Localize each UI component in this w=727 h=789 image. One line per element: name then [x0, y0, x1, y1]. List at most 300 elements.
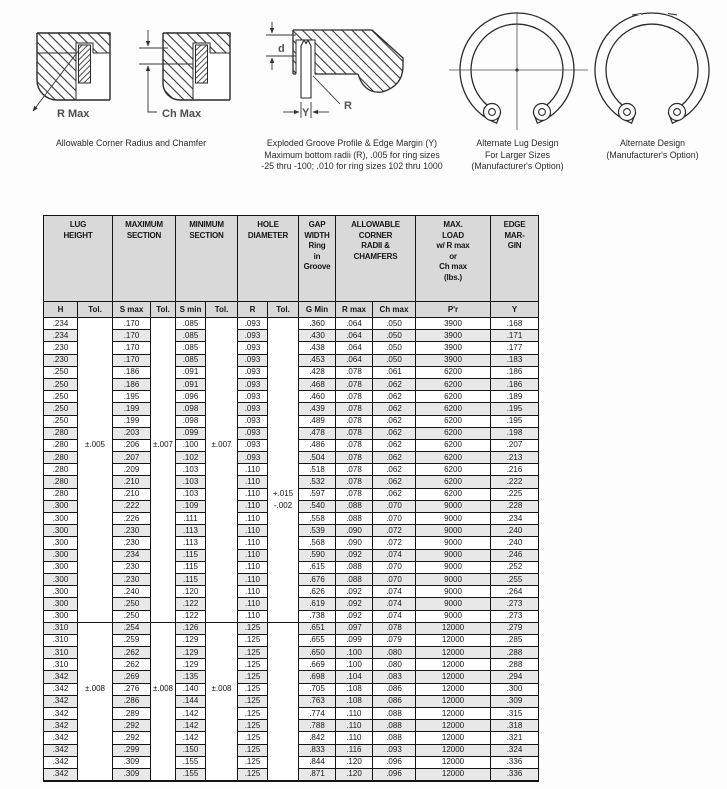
- table-row: [44, 671, 539, 683]
- table-row: [44, 683, 539, 695]
- cell-ch_max: .070: [373, 573, 416, 585]
- chamfer-diagram: [139, 30, 230, 120]
- cell-ch_max: .061: [373, 366, 416, 378]
- cell-pr: 12000: [416, 768, 491, 780]
- tolerance-spacer: [206, 549, 238, 561]
- corner-radius-diagram: [33, 33, 110, 120]
- cell-r_max: .064: [336, 318, 373, 330]
- tolerance-spacer: [78, 586, 113, 598]
- cell-s_max: .254: [113, 622, 151, 634]
- cell-h: .310: [44, 622, 78, 634]
- tolerance-spacer: [78, 452, 113, 464]
- cell-h: .342: [44, 768, 78, 780]
- cell-ch_max: .072: [373, 537, 416, 549]
- cell-s_min: .085: [176, 354, 206, 366]
- cell-r_max: .078: [336, 439, 373, 451]
- table-row: [44, 378, 539, 390]
- tolerance-spacer: [206, 366, 238, 378]
- tolerance-spacer: [151, 634, 176, 646]
- cell-ch_max: .096: [373, 756, 416, 768]
- cell-h: .230: [44, 354, 78, 366]
- cell-pr: 12000: [416, 732, 491, 744]
- cell-r: .125: [238, 708, 268, 720]
- tolerance-spacer: [151, 342, 176, 354]
- cell-g_min: .597: [299, 488, 336, 500]
- cell-h: .300: [44, 500, 78, 512]
- cell-h: .280: [44, 488, 78, 500]
- cell-ch_max: .050: [373, 342, 416, 354]
- cell-h: .310: [44, 659, 78, 671]
- tolerance-spacer: [151, 695, 176, 707]
- tolerance-spacer: [151, 525, 176, 537]
- cell-h: .300: [44, 586, 78, 598]
- cell-g_min: .540: [299, 500, 336, 512]
- cell-s_min: .085: [176, 342, 206, 354]
- cell-s_min: .100: [176, 439, 206, 451]
- cell-r: .110: [238, 573, 268, 585]
- cell-s_max: .230: [113, 525, 151, 537]
- cell-r_max: .078: [336, 427, 373, 439]
- cell-y: .315: [491, 708, 539, 720]
- cell-r: .125: [238, 647, 268, 659]
- tolerance-spacer: [78, 695, 113, 707]
- table-row: [44, 659, 539, 671]
- tolerance-spacer: [78, 476, 113, 488]
- cell-g_min: .763: [299, 695, 336, 707]
- tolerance-spacer: [78, 513, 113, 525]
- cell-r_max: .078: [336, 464, 373, 476]
- cell-s_min: .109: [176, 500, 206, 512]
- cell-ch_max: .074: [373, 598, 416, 610]
- cell-pr: 3900: [416, 330, 491, 342]
- tolerance-spacer: [206, 464, 238, 476]
- cell-s_max: .206: [113, 439, 151, 451]
- cell-r_max: .088: [336, 561, 373, 573]
- cell-r_max: .120: [336, 756, 373, 768]
- tolerance-spacer: [268, 537, 299, 549]
- cell-y: .225: [491, 488, 539, 500]
- subheader-5: Tol.: [206, 302, 238, 318]
- cell-h: .342: [44, 671, 78, 683]
- tolerance-spacer: [268, 318, 299, 330]
- cell-y: .228: [491, 500, 539, 512]
- cell-s_max: .250: [113, 610, 151, 622]
- subheader-4: S min: [176, 302, 206, 318]
- cell-ch_max: .093: [373, 744, 416, 756]
- cell-s_min: .144: [176, 695, 206, 707]
- table-row: [44, 756, 539, 768]
- cell-r_max: .092: [336, 610, 373, 622]
- cell-h: .310: [44, 634, 78, 646]
- cell-r: .093: [238, 439, 268, 451]
- cell-s_max: .276: [113, 683, 151, 695]
- cell-s_max: .309: [113, 756, 151, 768]
- cell-pr: 6200: [416, 378, 491, 390]
- cell-ch_max: .062: [373, 391, 416, 403]
- table-row: [44, 647, 539, 659]
- cell-s_max: .250: [113, 598, 151, 610]
- tolerance-spacer: [151, 586, 176, 598]
- tolerance-spacer: [151, 500, 176, 512]
- cell-y: .186: [491, 366, 539, 378]
- tolerance-spacer: [268, 634, 299, 646]
- cell-s_min: .091: [176, 378, 206, 390]
- cell-s_max: .210: [113, 476, 151, 488]
- cell-s_min: .129: [176, 659, 206, 671]
- table-row: [44, 500, 539, 512]
- cell-h: .280: [44, 464, 78, 476]
- tolerance-spacer: [206, 610, 238, 622]
- table-body: [44, 318, 539, 781]
- cell-y: .186: [491, 378, 539, 390]
- cell-r_max: .088: [336, 513, 373, 525]
- cell-pr: 12000: [416, 756, 491, 768]
- tolerance-spacer: [151, 549, 176, 561]
- tolerance-annotation: ±.007: [151, 439, 176, 451]
- tolerance-spacer: [206, 330, 238, 342]
- cell-r: .093: [238, 318, 268, 330]
- cell-g_min: .430: [299, 330, 336, 342]
- cell-r_max: .090: [336, 525, 373, 537]
- cell-s_max: .222: [113, 500, 151, 512]
- tolerance-spacer: [78, 318, 113, 330]
- tolerance-spacer: [151, 354, 176, 366]
- subheader-6: R: [238, 302, 268, 318]
- cell-s_min: .085: [176, 330, 206, 342]
- tolerance-spacer: [206, 318, 238, 330]
- subheader-0: H: [44, 302, 78, 318]
- column-group-max-load: MAX. LOAD w/ R max or Ch max (lbs.): [416, 216, 491, 302]
- cell-ch_max: .062: [373, 464, 416, 476]
- cell-g_min: .504: [299, 452, 336, 464]
- cell-r: .110: [238, 525, 268, 537]
- table-row: [44, 549, 539, 561]
- tolerance-spacer: [151, 708, 176, 720]
- cell-s_min: .122: [176, 610, 206, 622]
- tolerance-spacer: [268, 744, 299, 756]
- cell-r: .125: [238, 683, 268, 695]
- cell-ch_max: .062: [373, 476, 416, 488]
- cell-r_max: .088: [336, 573, 373, 585]
- cell-ch_max: .096: [373, 768, 416, 780]
- tolerance-spacer: [268, 768, 299, 780]
- cell-r_max: .104: [336, 671, 373, 683]
- cell-r: .093: [238, 366, 268, 378]
- cell-g_min: .590: [299, 549, 336, 561]
- cell-pr: 9000: [416, 586, 491, 598]
- cell-s_min: .142: [176, 720, 206, 732]
- ch-max-label: Ch Max: [162, 108, 202, 120]
- cell-ch_max: .070: [373, 500, 416, 512]
- tolerance-spacer: [151, 415, 176, 427]
- table-header: [44, 216, 539, 318]
- cell-r: .110: [238, 488, 268, 500]
- spec-table: [43, 215, 539, 782]
- cell-r: .093: [238, 354, 268, 366]
- tolerance-spacer: [206, 488, 238, 500]
- cell-s_max: .269: [113, 671, 151, 683]
- cell-pr: 12000: [416, 720, 491, 732]
- cell-s_max: .209: [113, 464, 151, 476]
- tolerance-spacer: [78, 378, 113, 390]
- cell-pr: 9000: [416, 549, 491, 561]
- cell-pr: 12000: [416, 671, 491, 683]
- tolerance-spacer: [268, 561, 299, 573]
- cell-y: .264: [491, 586, 539, 598]
- cell-g_min: .871: [299, 768, 336, 780]
- cell-r: .110: [238, 464, 268, 476]
- tolerance-spacer: [151, 427, 176, 439]
- y-label: Y: [302, 107, 310, 119]
- cell-y: .279: [491, 622, 539, 634]
- tolerance-spacer: [78, 756, 113, 768]
- tolerance-spacer: [268, 683, 299, 695]
- cell-y: .246: [491, 549, 539, 561]
- tolerance-spacer: [78, 708, 113, 720]
- caption-alternate-design: [580, 138, 725, 161]
- table-row: [44, 464, 539, 476]
- subheader-7: Tol.: [268, 302, 299, 318]
- cell-r: .093: [238, 342, 268, 354]
- cell-pr: 12000: [416, 744, 491, 756]
- tolerance-spacer: [206, 720, 238, 732]
- cell-s_max: .262: [113, 647, 151, 659]
- cell-ch_max: .062: [373, 439, 416, 451]
- cell-s_max: .203: [113, 427, 151, 439]
- cell-r_max: .092: [336, 598, 373, 610]
- table-row: [44, 732, 539, 744]
- tolerance-spacer: [206, 342, 238, 354]
- cell-pr: 6200: [416, 464, 491, 476]
- table-row: [44, 622, 539, 634]
- column-group-minimum-section: MINIMUM SECTION: [176, 216, 238, 302]
- groove-profile-diagram: [266, 22, 403, 119]
- tolerance-spacer: [206, 768, 238, 780]
- tolerance-spacer: [151, 378, 176, 390]
- cell-g_min: .428: [299, 366, 336, 378]
- cell-ch_max: .050: [373, 318, 416, 330]
- cell-ch_max: .088: [373, 732, 416, 744]
- cell-r_max: .100: [336, 647, 373, 659]
- tolerance-annotation: ±.008: [78, 683, 113, 695]
- cell-r_max: .092: [336, 549, 373, 561]
- cell-r: .093: [238, 415, 268, 427]
- cell-pr: 12000: [416, 683, 491, 695]
- tolerance-spacer: [206, 659, 238, 671]
- table-row: [44, 695, 539, 707]
- cell-y: .252: [491, 561, 539, 573]
- tolerance-spacer: [78, 354, 113, 366]
- cell-r: .125: [238, 671, 268, 683]
- cell-r: .110: [238, 537, 268, 549]
- cell-y: .294: [491, 671, 539, 683]
- cell-g_min: .774: [299, 708, 336, 720]
- cell-ch_max: .074: [373, 549, 416, 561]
- cell-g_min: .558: [299, 513, 336, 525]
- tolerance-spacer: [206, 622, 238, 634]
- cell-g_min: .619: [299, 598, 336, 610]
- table-row: [44, 439, 539, 451]
- tolerance-spacer: [151, 488, 176, 500]
- cell-pr: 12000: [416, 622, 491, 634]
- d-label: d: [278, 43, 285, 55]
- cell-r: .093: [238, 427, 268, 439]
- tolerance-spacer: [78, 427, 113, 439]
- tolerance-spacer: [78, 549, 113, 561]
- cell-r_max: .116: [336, 744, 373, 756]
- cell-r: .125: [238, 695, 268, 707]
- cell-r_max: .097: [336, 622, 373, 634]
- tolerance-spacer: [206, 525, 238, 537]
- tolerance-spacer: [206, 415, 238, 427]
- cell-pr: 6200: [416, 415, 491, 427]
- tolerance-spacer: [268, 415, 299, 427]
- subheader-12: Y: [491, 302, 539, 318]
- cell-r: .093: [238, 452, 268, 464]
- cell-s_min: .099: [176, 427, 206, 439]
- cell-y: .336: [491, 756, 539, 768]
- cell-r_max: .108: [336, 695, 373, 707]
- caption-line: Alternate Lug Design: [476, 138, 559, 148]
- cell-ch_max: .080: [373, 659, 416, 671]
- cell-r_max: .108: [336, 683, 373, 695]
- tolerance-spacer: [206, 671, 238, 683]
- cell-r_max: .110: [336, 708, 373, 720]
- tolerance-spacer: [268, 439, 299, 451]
- cell-s_max: .234: [113, 549, 151, 561]
- cell-y: .195: [491, 403, 539, 415]
- cell-s_max: .210: [113, 488, 151, 500]
- cell-y: .288: [491, 659, 539, 671]
- cell-pr: 6200: [416, 439, 491, 451]
- cell-h: .310: [44, 647, 78, 659]
- cell-y: .213: [491, 452, 539, 464]
- cell-y: .234: [491, 513, 539, 525]
- cell-y: .183: [491, 354, 539, 366]
- cell-s_min: .150: [176, 744, 206, 756]
- cell-ch_max: .086: [373, 683, 416, 695]
- tolerance-spacer: [78, 647, 113, 659]
- cell-s_min: .120: [176, 586, 206, 598]
- tolerance-spacer: [268, 708, 299, 720]
- subheader-3: Tol.: [151, 302, 176, 318]
- cell-h: .300: [44, 561, 78, 573]
- cell-r: .093: [238, 391, 268, 403]
- cell-h: .300: [44, 537, 78, 549]
- table-row: [44, 586, 539, 598]
- column-group-lug-height: LUG HEIGHT: [44, 216, 113, 302]
- cell-s_max: .170: [113, 342, 151, 354]
- cell-y: .171: [491, 330, 539, 342]
- cell-g_min: .650: [299, 647, 336, 659]
- cell-y: .321: [491, 732, 539, 744]
- cell-s_min: .115: [176, 573, 206, 585]
- cell-h: .234: [44, 318, 78, 330]
- tolerance-spacer: [206, 537, 238, 549]
- caption-groove-profile: [237, 138, 467, 173]
- table-row: [44, 610, 539, 622]
- tolerance-spacer: [206, 391, 238, 403]
- cell-g_min: .478: [299, 427, 336, 439]
- cell-s_min: .113: [176, 525, 206, 537]
- cell-h: .230: [44, 342, 78, 354]
- cell-pr: 3900: [416, 354, 491, 366]
- tolerance-spacer: [206, 695, 238, 707]
- tolerance-spacer: [268, 342, 299, 354]
- cell-g_min: .676: [299, 573, 336, 585]
- cell-h: .250: [44, 415, 78, 427]
- tolerance-spacer: [206, 476, 238, 488]
- caption-alternate-lug: [450, 138, 585, 173]
- caption-line: (Manufacturer's Option): [471, 161, 564, 171]
- cell-g_min: .539: [299, 525, 336, 537]
- cell-g_min: .788: [299, 720, 336, 732]
- tolerance-spacer: [78, 330, 113, 342]
- tolerance-spacer: [268, 354, 299, 366]
- table-row: [44, 720, 539, 732]
- column-group-gap-width: GAP WIDTH Ring in Groove: [299, 216, 336, 302]
- cell-s_max: .262: [113, 659, 151, 671]
- cell-ch_max: .079: [373, 634, 416, 646]
- cell-ch_max: .083: [373, 671, 416, 683]
- alt-lug-ring-diagram: [449, 12, 588, 130]
- table-row: [44, 342, 539, 354]
- tolerance-spacer: [268, 586, 299, 598]
- caption-line: -25 thru -100; .010 for ring sizes 102 thru 1000: [261, 161, 443, 171]
- cell-pr: 9000: [416, 610, 491, 622]
- cell-pr: 9000: [416, 525, 491, 537]
- cell-r: .093: [238, 378, 268, 390]
- table-row: [44, 744, 539, 756]
- cell-s_max: .292: [113, 732, 151, 744]
- tolerance-spacer: [78, 610, 113, 622]
- cell-s_min: .085: [176, 318, 206, 330]
- table-row: [44, 476, 539, 488]
- cell-r: .125: [238, 732, 268, 744]
- diagram-strip: [0, 0, 727, 210]
- tolerance-spacer: [78, 598, 113, 610]
- cell-pr: 6200: [416, 391, 491, 403]
- cell-pr: 3900: [416, 342, 491, 354]
- cell-y: .198: [491, 427, 539, 439]
- cell-y: .255: [491, 573, 539, 585]
- cell-g_min: .518: [299, 464, 336, 476]
- tolerance-spacer: [206, 732, 238, 744]
- cell-y: .273: [491, 610, 539, 622]
- cell-g_min: .489: [299, 415, 336, 427]
- cell-pr: 6200: [416, 366, 491, 378]
- tolerance-annotation: ±.008: [151, 683, 176, 695]
- cell-pr: 12000: [416, 634, 491, 646]
- cell-h: .300: [44, 525, 78, 537]
- tolerance-spacer: [78, 744, 113, 756]
- tolerance-spacer: [268, 720, 299, 732]
- cell-r: .125: [238, 768, 268, 780]
- tolerance-annotation: ±.008: [206, 683, 238, 695]
- tolerance-spacer: [151, 537, 176, 549]
- cell-ch_max: .062: [373, 415, 416, 427]
- table-row: [44, 561, 539, 573]
- cell-g_min: .568: [299, 537, 336, 549]
- tolerance-annotation: ±.005: [78, 439, 113, 451]
- cell-r_max: .064: [336, 342, 373, 354]
- cell-r_max: .078: [336, 366, 373, 378]
- cell-s_min: .103: [176, 476, 206, 488]
- tolerance-spacer: [206, 513, 238, 525]
- table-row: [44, 391, 539, 403]
- cell-s_min: .102: [176, 452, 206, 464]
- cell-r_max: .078: [336, 403, 373, 415]
